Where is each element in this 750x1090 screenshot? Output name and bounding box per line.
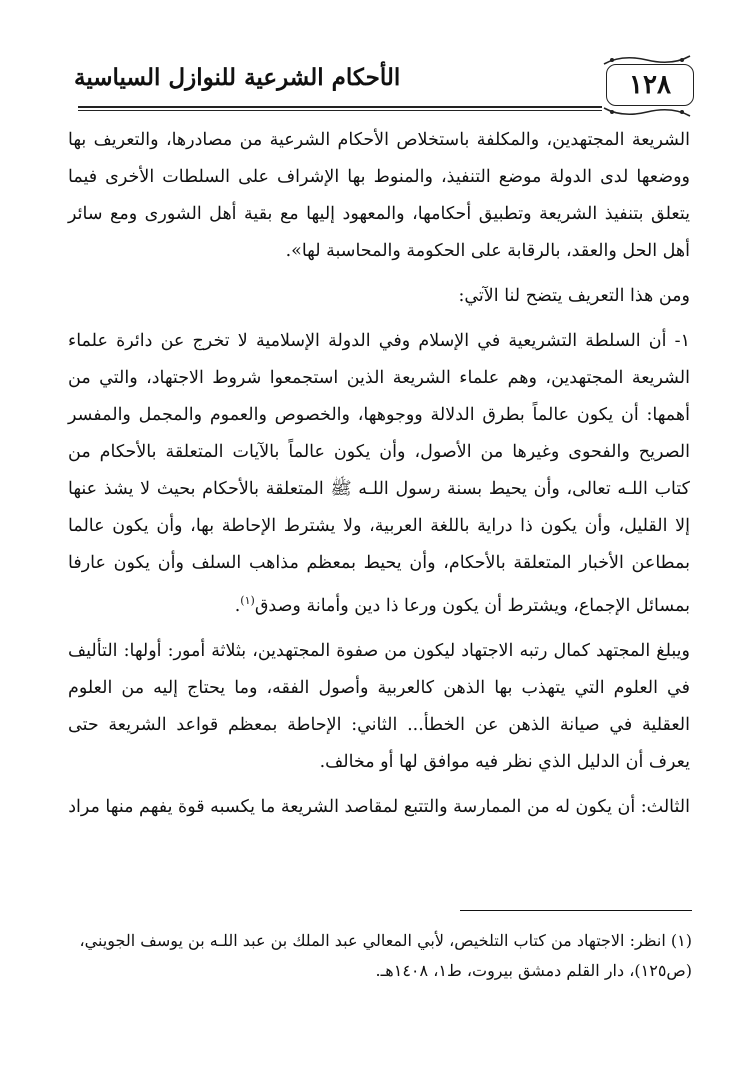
footnote-line: (١) انظر: الاجتهاد من كتاب التلخيص، لأبي المعالي عبد الملك بن عبد اللـه بن يوسف الجويني، xyxy=(79,931,692,950)
page-header xyxy=(50,38,710,118)
paragraph xyxy=(68,323,690,625)
paragraph: ومن هذا التعريف يتضح لنا الآتي: xyxy=(458,286,690,306)
running-title: الأحكام الشرعية للنوازل السياسية xyxy=(74,64,401,91)
footnotes xyxy=(68,926,692,986)
footnote-line: (ص١٢٥)، دار القلم دمشق بيروت، ط١، ١٤٠٨هـ. xyxy=(375,961,692,980)
paragraph: ويبلغ المجتهد كمال رتبه الاجتهاد ليكون من صفوة المجتهدين، بثلاثة أمور: أولها: التأليف في العلوم التي يتهذب بها الذهن كالعربية وأصول الفقه، وما يحتاج إليه من العلوم العقلية في صيانة الذهن عن الخطأ... الثاني: الإحاطة بمعظم قواعد الشريعة حتى يعرف أن الدليل الذي نظر فيه موافق لها أو مخالف. xyxy=(68,640,690,772)
paragraph: الثالث: أن يكون له من الممارسة والتتبع لمقاصد الشريعة ما يكسبه قوة يفهم منها مراد xyxy=(68,796,690,817)
page-number: ١٢٨ xyxy=(606,64,694,106)
main-text xyxy=(68,122,690,834)
header-rule xyxy=(78,106,602,108)
ornament-bottom-icon xyxy=(602,106,692,118)
paragraph-text: ١- أن السلطة التشريعية في الإسلام وفي الدولة الإسلامية لا تخرج عن دائرة علماء الشريعة المجتهدين، وهم علماء الشريعة الذين استجمعوا شروط الاجتهاد، والتي من أهمها: أن يكون عالماً بطرق الدلالة ووجوهها، والخصوص والعموم والمجمل والمفسر الصريح والفحوى وغيرها من الأصول، وأن يكون عالماً بالآيات المتعلقة بالأحكام من كتاب اللـه تعالى، وأن يحيط بسنة رسول اللـه ﷺ المتعلقة بالأحكام بحيث لا يشذ عنها إلا القليل، وأن يكون ذا دراية باللغة العربية، ولا يشترط الإحاطة بها، وأن يكون عالما بمطاعن الأخبار المتعلقة بالأحكام، وأن يحيط بمعظم مذاهب السلف وأن يكون عارفا بمسائل الإجماع، ويشترط أن يكون ورعا ذا دين وأمانة وصدق xyxy=(68,331,690,616)
period: . xyxy=(234,595,241,616)
paragraph: الشريعة المجتهدين، والمكلفة باستخلاص الأحكام الشرعية من مصادرها، والتعريف بها ووضعها لدى الدولة موضع التنفيذ، والمنوط بها الإشراف على السلطات الأخرى فيما يتعلق بتنفيذ الشريعة وتطبيق أحكامها، والمعهود إليها مع بقية أهل الشورى ومع سائر أهل الحل والعقد، بالرقابة على الحكومة والمحاسبة لها». xyxy=(68,130,690,261)
footnote-separator xyxy=(460,910,692,911)
footnote-reference[interactable]: (١) xyxy=(240,594,255,607)
header-rule-thin xyxy=(78,110,602,111)
